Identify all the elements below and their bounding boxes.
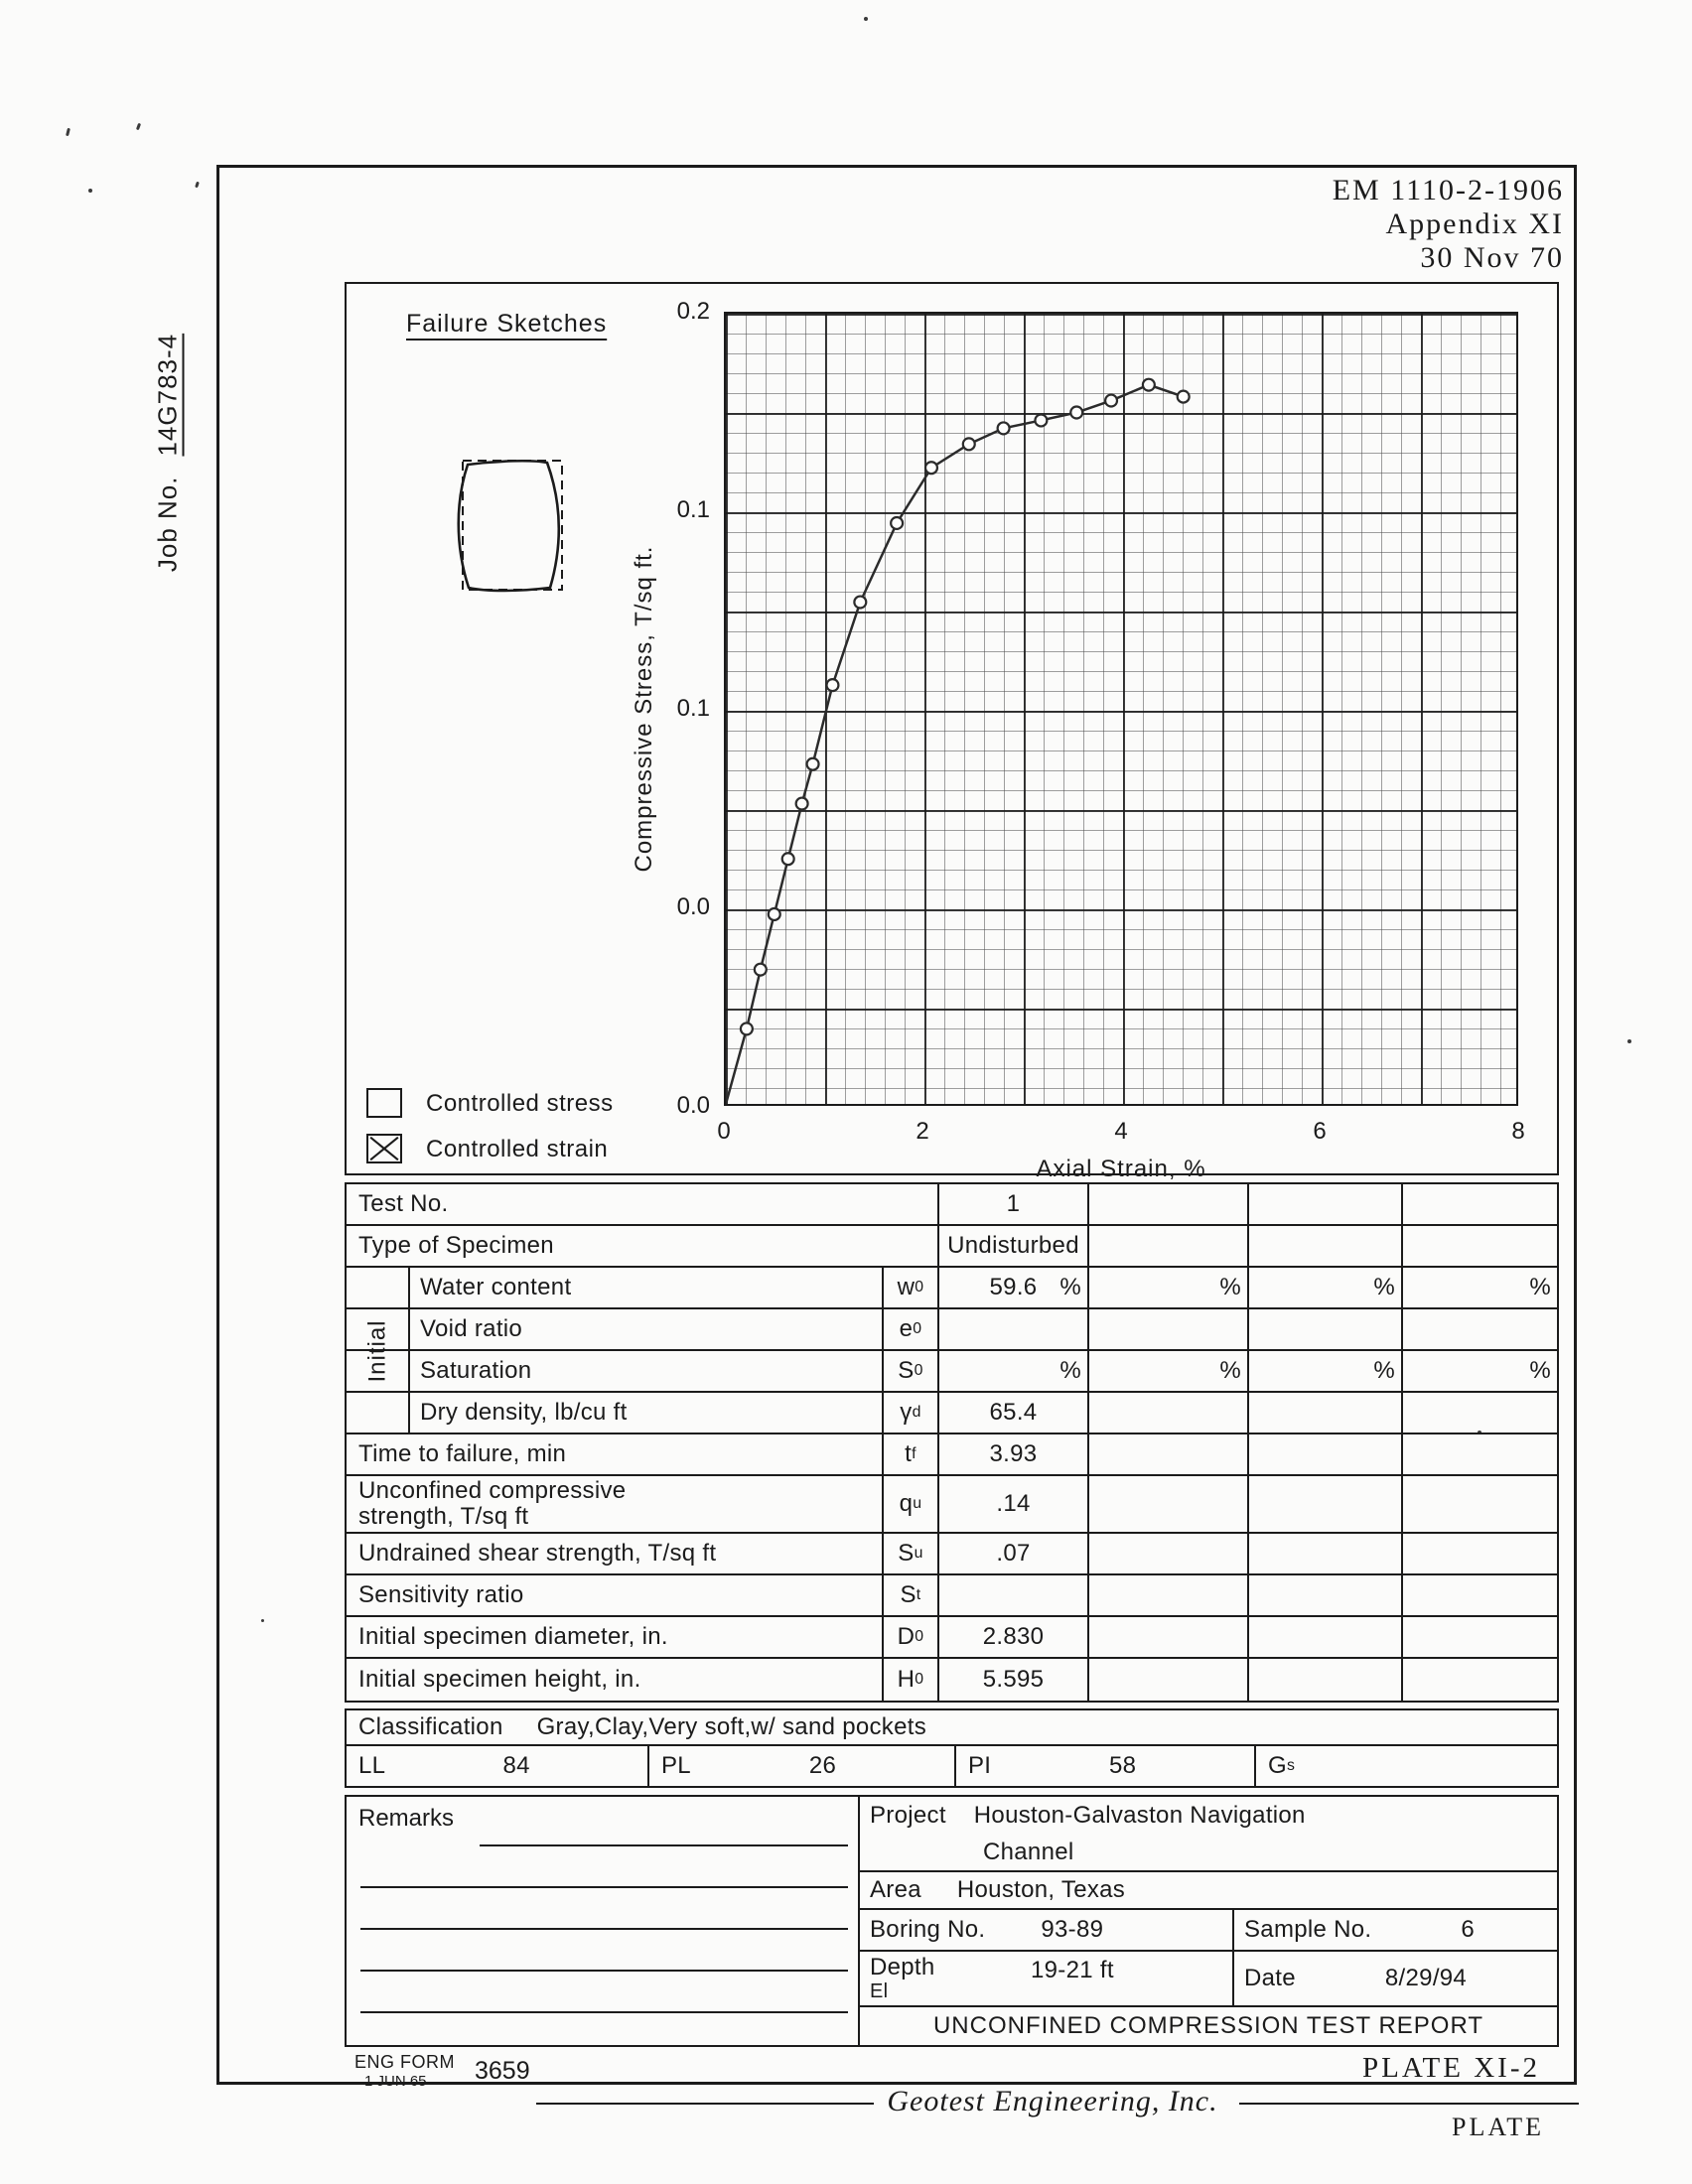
value-cell: 2.830 bbox=[937, 1617, 1087, 1657]
y-tick-label: 0.1 bbox=[676, 695, 710, 722]
value-cell bbox=[1247, 1476, 1401, 1532]
ll-cell: LL 84 bbox=[347, 1746, 647, 1786]
remarks-ruled-line bbox=[360, 1886, 848, 1888]
project-row bbox=[860, 1797, 1557, 1835]
depth-value: 19-21 ft bbox=[1031, 1957, 1114, 1983]
sample-value: 6 bbox=[1461, 1916, 1476, 1943]
initial-group-cell bbox=[347, 1268, 410, 1307]
x-axis-title: Axial Strain, % bbox=[1036, 1156, 1206, 1182]
chart-panel bbox=[345, 282, 1559, 1182]
scan-artifact bbox=[1627, 1039, 1631, 1043]
row-time-to-failure bbox=[347, 1434, 1557, 1476]
value-cell bbox=[1087, 1659, 1247, 1701]
remarks-label: Remarks bbox=[358, 1805, 455, 1832]
symbol-cell: H 0 bbox=[882, 1659, 937, 1701]
value-cell bbox=[1087, 1534, 1247, 1573]
project-value: Houston-Galvaston Navigation bbox=[973, 1802, 1306, 1829]
y-tick-label: 0.0 bbox=[676, 893, 710, 920]
x-tick-label: 8 bbox=[1511, 1118, 1525, 1145]
row-label: Unconfined compressive strength, T/sq ft bbox=[358, 1477, 627, 1530]
value-cell bbox=[1247, 1659, 1401, 1701]
value-cell: % bbox=[1401, 1268, 1557, 1307]
job-number-margin bbox=[153, 334, 184, 572]
symbol-cell: S u bbox=[882, 1534, 937, 1573]
value-cell bbox=[1401, 1393, 1557, 1433]
table-section-remarks-project bbox=[345, 1795, 1559, 2047]
initial-group-cell bbox=[347, 1351, 410, 1391]
row-label: Undrained shear strength, T/sq ft bbox=[358, 1540, 717, 1567]
value-cell bbox=[1087, 1617, 1247, 1657]
y-tick-label: 0.2 bbox=[676, 298, 710, 325]
pi-value: 58 bbox=[1108, 1752, 1137, 1779]
row-label: Type of Specimen bbox=[358, 1232, 554, 1259]
depth-cell: Depth El 19-21 ft bbox=[870, 1954, 1114, 2002]
report-title-row bbox=[860, 2007, 1557, 2045]
row-label: Water content bbox=[420, 1274, 572, 1300]
controlled-stress-label: Controlled stress bbox=[426, 1090, 614, 1117]
x-tick-label: 6 bbox=[1313, 1118, 1327, 1145]
value-cell bbox=[1401, 1184, 1557, 1224]
scan-artifact bbox=[66, 128, 70, 136]
value-cell bbox=[937, 1575, 1087, 1615]
symbol-cell: γ d bbox=[882, 1393, 937, 1433]
doc-appendix: Appendix XI bbox=[1385, 207, 1564, 240]
classification-cell bbox=[347, 1710, 1557, 1744]
boring-value: 93-89 bbox=[1041, 1916, 1104, 1943]
value-cell bbox=[1247, 1393, 1401, 1433]
area-row bbox=[860, 1872, 1557, 1910]
project-label: Project bbox=[870, 1802, 946, 1829]
table-section-classification bbox=[345, 1708, 1559, 1788]
row-specimen-diameter bbox=[347, 1617, 1557, 1659]
y-tick-label: 0.0 bbox=[676, 1092, 710, 1119]
sample-cell: Sample No. 6 bbox=[1232, 1910, 1557, 1950]
area-value: Houston, Texas bbox=[956, 1876, 1126, 1903]
controlled-strain-label: Controlled strain bbox=[426, 1136, 609, 1162]
value-cell bbox=[1401, 1476, 1557, 1532]
symbol-cell: e 0 bbox=[882, 1309, 937, 1349]
x-tick-label: 0 bbox=[717, 1118, 731, 1145]
project-value-line2: Channel bbox=[983, 1839, 1074, 1865]
value-cell bbox=[1087, 1309, 1247, 1349]
test-data-table bbox=[345, 1182, 1559, 2047]
value-cell bbox=[1401, 1309, 1557, 1349]
value-cell: 3.93 bbox=[937, 1434, 1087, 1474]
row-classification bbox=[347, 1710, 1557, 1746]
value-cell bbox=[1087, 1226, 1247, 1266]
value-cell bbox=[1401, 1534, 1557, 1573]
symbol-cell: q u bbox=[882, 1476, 937, 1532]
symbol-cell: S t bbox=[882, 1575, 937, 1615]
value-cell: % bbox=[1247, 1351, 1401, 1391]
initial-group-label: Initial bbox=[364, 1319, 391, 1383]
row-label: Time to failure, min bbox=[358, 1440, 567, 1467]
eng-form-footer bbox=[354, 2052, 530, 2090]
value-cell bbox=[1087, 1476, 1247, 1532]
value-cell: % bbox=[1401, 1351, 1557, 1391]
row-specimen-height bbox=[347, 1659, 1557, 1701]
date-cell: Date 8/29/94 bbox=[1232, 1952, 1557, 2005]
doc-date: 30 Nov 70 bbox=[1420, 241, 1564, 274]
value-cell: 5.595 bbox=[937, 1659, 1087, 1701]
value-cell: % bbox=[1087, 1268, 1247, 1307]
row-label: Sensitivity ratio bbox=[358, 1581, 524, 1608]
pl-value: 26 bbox=[808, 1752, 837, 1779]
job-number: 14G783-4 bbox=[152, 333, 183, 457]
value-cell: .14 bbox=[937, 1476, 1087, 1532]
stress-strain-curve bbox=[726, 314, 1516, 1104]
value-cell bbox=[1401, 1659, 1557, 1701]
value-cell: 59.6 % bbox=[937, 1268, 1087, 1307]
project-info bbox=[860, 1797, 1557, 2045]
row-saturation bbox=[347, 1351, 1557, 1393]
row-label: Initial specimen diameter, in. bbox=[358, 1623, 668, 1650]
value-cell: Undisturbed bbox=[937, 1226, 1087, 1266]
y-axis-title: Compressive Stress, T/sq ft. bbox=[631, 545, 657, 873]
value-cell bbox=[1247, 1575, 1401, 1615]
symbol-cell: S 0 bbox=[882, 1351, 937, 1391]
value-cell bbox=[1087, 1184, 1247, 1224]
boring-sample-row bbox=[860, 1910, 1557, 1952]
value-cell bbox=[1401, 1226, 1557, 1266]
doc-reference: EM 1110-2-1906 bbox=[1332, 174, 1564, 206]
remarks-ruled-line bbox=[360, 2011, 848, 2013]
row-water-content bbox=[347, 1268, 1557, 1309]
classification-value: Gray,Clay,Very soft,w/ sand pockets bbox=[536, 1713, 927, 1740]
value-cell: 1 bbox=[937, 1184, 1087, 1224]
symbol-cell: D 0 bbox=[882, 1617, 937, 1657]
value-cell bbox=[1247, 1184, 1401, 1224]
table-section-main bbox=[345, 1182, 1559, 1703]
row-void-ratio bbox=[347, 1309, 1557, 1351]
project-row-2 bbox=[860, 1835, 1557, 1872]
company-divider-right bbox=[1239, 2103, 1579, 2105]
y-tick-label: 0.1 bbox=[676, 496, 710, 523]
row-dry-density bbox=[347, 1393, 1557, 1434]
area-label: Area bbox=[870, 1876, 921, 1903]
document-header bbox=[1333, 174, 1564, 275]
eng-form-number: 3659 bbox=[475, 2057, 530, 2085]
job-label: Job No. bbox=[152, 476, 183, 573]
scan-artifact bbox=[864, 17, 868, 21]
value-cell: % bbox=[937, 1351, 1087, 1391]
value-cell bbox=[1247, 1617, 1401, 1657]
eng-form-label: ENG FORM bbox=[354, 2052, 455, 2072]
company-name: Geotest Engineering, Inc. bbox=[887, 2085, 1218, 2117]
plate-number: PLATE XI-2 bbox=[1361, 2052, 1540, 2084]
controlled-stress-checkbox bbox=[366, 1088, 402, 1118]
value-cell bbox=[1247, 1534, 1401, 1573]
form-border bbox=[216, 165, 1577, 2090]
value-cell bbox=[937, 1309, 1087, 1349]
plate-word: PLATE bbox=[1452, 2113, 1544, 2141]
value-cell: .07 bbox=[937, 1534, 1087, 1573]
value-cell: 65.4 bbox=[937, 1393, 1087, 1433]
row-atterberg-limits bbox=[347, 1746, 1557, 1786]
eng-form-date: 1 JUN 65 bbox=[364, 2073, 427, 2090]
x-tick-label: 4 bbox=[1114, 1118, 1128, 1145]
initial-group-cell bbox=[347, 1309, 410, 1349]
value-cell bbox=[1087, 1393, 1247, 1433]
scan-artifact bbox=[136, 123, 141, 131]
value-cell bbox=[1247, 1309, 1401, 1349]
row-label: Void ratio bbox=[420, 1315, 523, 1342]
scan-artifact bbox=[88, 189, 92, 193]
depth-date-row bbox=[860, 1952, 1557, 2007]
value-cell bbox=[1247, 1434, 1401, 1474]
x-tick-label: 2 bbox=[916, 1118, 929, 1145]
remarks-ruled-line bbox=[360, 1928, 848, 1930]
report-title: UNCONFINED COMPRESSION TEST REPORT bbox=[932, 2012, 1484, 2039]
row-label: Saturation bbox=[420, 1357, 532, 1384]
row-label: Dry density, lb/cu ft bbox=[420, 1399, 628, 1426]
value-cell: % bbox=[1247, 1268, 1401, 1307]
row-label: Initial specimen height, in. bbox=[358, 1666, 641, 1693]
remarks-area bbox=[347, 1797, 860, 2045]
gs-cell: G s bbox=[1254, 1746, 1557, 1786]
initial-group-cell bbox=[347, 1393, 410, 1433]
remarks-ruled-line bbox=[360, 1970, 848, 1972]
remarks-ruled-line bbox=[480, 1844, 848, 1846]
row-undrained-strength bbox=[347, 1534, 1557, 1575]
row-sensitivity-ratio bbox=[347, 1575, 1557, 1617]
failure-sketch-drawing bbox=[438, 451, 589, 621]
row-specimen-type bbox=[347, 1226, 1557, 1268]
row-test-no bbox=[347, 1184, 1557, 1226]
pi-cell: PI 58 bbox=[954, 1746, 1254, 1786]
controlled-strain-checkbox bbox=[366, 1134, 402, 1163]
company-divider-left bbox=[536, 2103, 874, 2105]
value-cell: % bbox=[1087, 1351, 1247, 1391]
value-cell bbox=[1401, 1575, 1557, 1615]
row-label: Test No. bbox=[358, 1190, 449, 1217]
pl-cell: PL 26 bbox=[647, 1746, 954, 1786]
value-cell bbox=[1401, 1434, 1557, 1474]
failure-sketches-label: Failure Sketches bbox=[406, 310, 608, 338]
value-cell bbox=[1087, 1575, 1247, 1615]
classification-label: Classification bbox=[358, 1713, 503, 1740]
symbol-cell: w 0 bbox=[882, 1268, 937, 1307]
scan-artifact bbox=[195, 182, 200, 189]
date-value: 8/29/94 bbox=[1384, 1965, 1468, 1991]
row-unconfined-strength bbox=[347, 1476, 1557, 1534]
value-cell bbox=[1247, 1226, 1401, 1266]
value-cell bbox=[1087, 1434, 1247, 1474]
stress-strain-plot-area bbox=[724, 312, 1518, 1106]
value-cell bbox=[1401, 1617, 1557, 1657]
boring-cell: Boring No. 93-89 bbox=[870, 1916, 1104, 1943]
x-mark-icon bbox=[368, 1136, 400, 1161]
symbol-cell: t f bbox=[882, 1434, 937, 1474]
ll-value: 84 bbox=[502, 1752, 530, 1779]
